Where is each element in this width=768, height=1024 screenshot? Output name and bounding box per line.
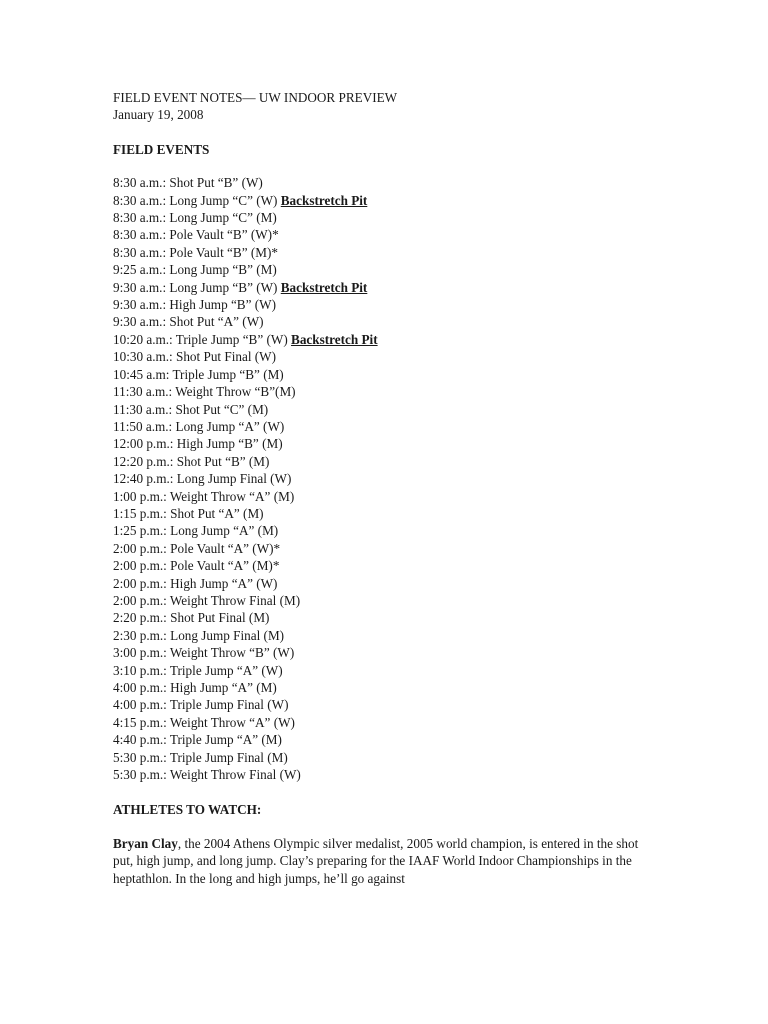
schedule-item-text: 8:30 a.m.: Pole Vault “B” (M)* xyxy=(113,244,278,260)
schedule-item-text: 10:30 a.m.: Shot Put Final (W) xyxy=(113,349,277,365)
spacer xyxy=(113,783,673,801)
schedule-item-text: 5:30 p.m.: Weight Throw Final (W) xyxy=(113,767,301,783)
athlete-name: Bryan Clay xyxy=(113,835,178,851)
schedule-item-text: 12:00 p.m.: High Jump “B” (M) xyxy=(113,436,283,452)
schedule-item xyxy=(113,609,673,626)
schedule-item-text: 2:00 p.m.: High Jump “A” (W) xyxy=(113,575,278,591)
schedule-item-text: 9:30 a.m.: Long Jump “B” (W) xyxy=(113,279,281,295)
schedule-item-text: 9:30 a.m.: Shot Put “A” (W) xyxy=(113,314,264,330)
schedule-item-text: 2:00 p.m.: Pole Vault “A” (M)* xyxy=(113,558,280,574)
schedule-item-text: 8:30 a.m.: Pole Vault “B” (W)* xyxy=(113,227,279,243)
schedule-item xyxy=(113,453,673,470)
schedule-item xyxy=(113,279,673,296)
schedule-item xyxy=(113,627,673,644)
schedule-item-text: 4:00 p.m.: Triple Jump Final (W) xyxy=(113,697,289,713)
schedule-item xyxy=(113,662,673,679)
schedule-item-text: 3:10 p.m.: Triple Jump “A” (W) xyxy=(113,662,283,678)
schedule-item-text: 10:45 a.m: Triple Jump “B” (M) xyxy=(113,366,284,382)
schedule-item xyxy=(113,296,673,313)
schedule-item-text: 11:30 a.m.: Shot Put “C” (M) xyxy=(113,401,269,417)
pit-location-label: Backstretch Pit xyxy=(280,192,368,208)
schedule-item xyxy=(113,192,673,209)
schedule-item xyxy=(113,679,673,696)
pit-location-label: Backstretch Pit xyxy=(280,279,368,295)
schedule-item-text: 12:40 p.m.: Long Jump Final (W) xyxy=(113,471,292,487)
document-date: January 19, 2008 xyxy=(113,107,204,123)
schedule-item xyxy=(113,383,673,400)
schedule-item-text: 4:15 p.m.: Weight Throw “A” (W) xyxy=(113,714,295,730)
schedule-item xyxy=(113,261,673,278)
schedule-item-text: 1:00 p.m.: Weight Throw “A” (M) xyxy=(113,488,295,504)
schedule-item-text: 3:00 p.m.: Weight Throw “B” (W) xyxy=(113,645,295,661)
schedule-item xyxy=(113,488,673,505)
schedule-item xyxy=(113,522,673,539)
schedule-item xyxy=(113,714,673,731)
schedule-item xyxy=(113,749,673,766)
schedule-item-text: 11:30 a.m.: Weight Throw “B”(M) xyxy=(113,384,296,400)
document-body xyxy=(113,89,673,887)
schedule-item xyxy=(113,470,673,487)
schedule-item xyxy=(113,313,673,330)
document-title: FIELD EVENT NOTES— UW INDOOR PREVIEW xyxy=(113,90,398,105)
schedule-item-text: 5:30 p.m.: Triple Jump Final (M) xyxy=(113,749,288,765)
schedule-item-text: 1:15 p.m.: Shot Put “A” (M) xyxy=(113,505,264,521)
schedule-item xyxy=(113,731,673,748)
schedule-item-text: 11:50 a.m.: Long Jump “A” (W) xyxy=(113,418,285,434)
schedule-item-text: 4:40 p.m.: Triple Jump “A” (M) xyxy=(113,732,282,748)
spacer xyxy=(113,819,673,835)
schedule-item xyxy=(113,331,673,348)
schedule-item xyxy=(113,209,673,226)
schedule-item-text: 2:00 p.m.: Pole Vault “A” (W)* xyxy=(113,540,281,556)
schedule-item-text: 4:00 p.m.: High Jump “A” (M) xyxy=(113,680,277,695)
schedule-item xyxy=(113,401,673,418)
spacer xyxy=(113,158,673,174)
schedule-item-text: 8:30 a.m.: Long Jump “C” (W) xyxy=(113,192,281,208)
field-events-heading: FIELD EVENTS xyxy=(113,141,210,157)
schedule-item xyxy=(113,418,673,435)
schedule-item xyxy=(113,540,673,557)
schedule-item-text: 2:00 p.m.: Weight Throw Final (M) xyxy=(113,592,301,608)
spacer xyxy=(113,124,673,141)
schedule-item-text: 9:25 a.m.: Long Jump “B” (M) xyxy=(113,262,277,278)
schedule-item xyxy=(113,226,673,243)
schedule-item xyxy=(113,592,673,609)
schedule-item-text: 8:30 a.m.: Long Jump “C” (M) xyxy=(113,210,277,226)
schedule-item xyxy=(113,366,673,383)
schedule-item xyxy=(113,575,673,592)
schedule-item xyxy=(113,348,673,365)
schedule-item xyxy=(113,244,673,261)
schedule-item xyxy=(113,174,673,191)
athlete-paragraph xyxy=(113,835,643,887)
schedule-list xyxy=(113,174,673,783)
schedule-item-text: 12:20 p.m.: Shot Put “B” (M) xyxy=(113,453,270,469)
schedule-item xyxy=(113,696,673,713)
schedule-item-text: 10:20 a.m.: Triple Jump “B” (W) xyxy=(113,331,292,347)
schedule-item xyxy=(113,644,673,661)
schedule-item-text: 2:30 p.m.: Long Jump Final (M) xyxy=(113,627,285,643)
schedule-item xyxy=(113,766,673,783)
schedule-item-text: 2:20 p.m.: Shot Put Final (M) xyxy=(113,610,270,626)
athletes-heading: ATHLETES TO WATCH: xyxy=(113,802,262,818)
schedule-item-text: 9:30 a.m.: High Jump “B” (W) xyxy=(113,297,276,313)
schedule-item-text: 8:30 a.m.: Shot Put “B” (W) xyxy=(113,175,263,191)
schedule-item xyxy=(113,557,673,574)
schedule-item-text: 1:25 p.m.: Long Jump “A” (M) xyxy=(113,523,279,539)
schedule-item xyxy=(113,505,673,522)
athlete-description: , the 2004 Athens Olympic silver medalist, 2005 world champion, is entered in the shot put, high jump, and long jump. Clay’s preparing for the IAAF World Indoor Championships in the heptathlon. In the long and high jumps, he’ll go against xyxy=(113,835,639,886)
pit-location-label: Backstretch Pit xyxy=(291,331,378,347)
schedule-item xyxy=(113,435,673,452)
